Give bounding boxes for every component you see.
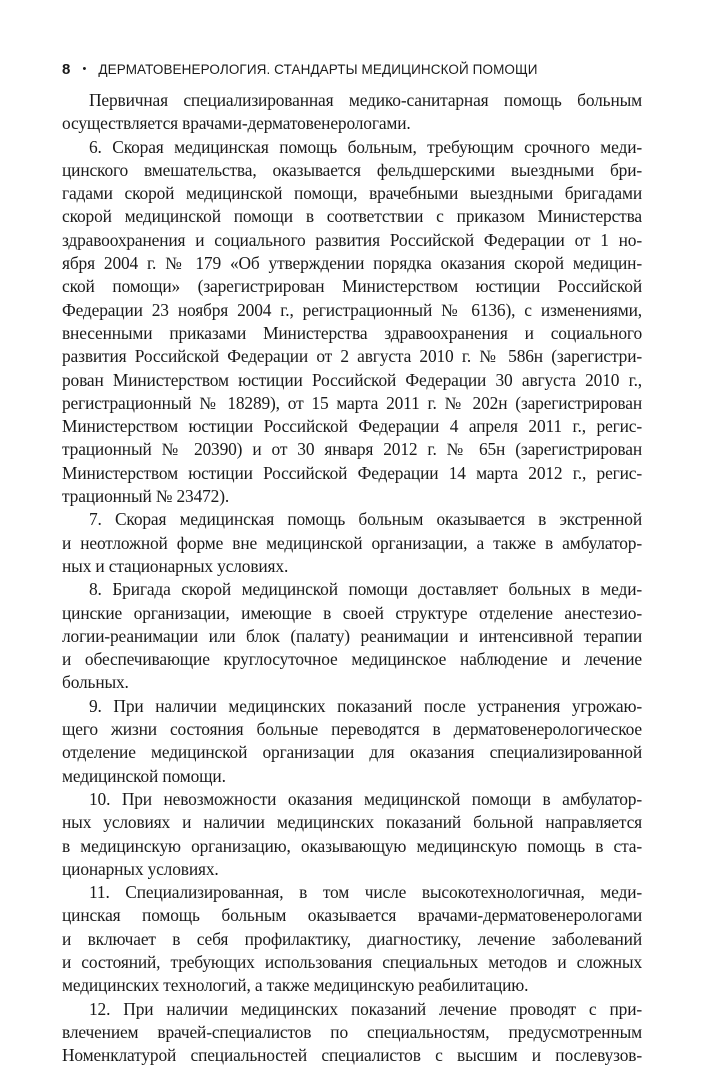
text-line: Номенклатурой специальностей специалистов с высшим и послевузов-: [62, 1045, 642, 1066]
text-line: ных условиях и наличии медицинских показаний больной направляется: [62, 812, 642, 833]
running-header: [62, 58, 664, 80]
text-line: логии-реанимации или блок (палату) реанимации и интенсивной терапии: [62, 625, 642, 646]
text-line: влечением врачей-специалистов по специальностям, предусмотренным: [62, 1021, 642, 1042]
text-line: 9. При наличии медицинских показаний после устранения угрожаю-: [89, 695, 642, 716]
text-line: щего жизни состояния больные переводятся в дерматовенерологическое: [62, 719, 642, 740]
text-line: 7. Скорая медицинская помощь больным оказывается в экстренной: [89, 509, 642, 530]
text-line: Министерством юстиции Российской Федерации 14 марта 2012 г., регис-: [62, 462, 642, 483]
text-line: больных.: [62, 672, 129, 693]
text-line: медицинских технологий, а также медицинскую реабилитацию.: [62, 975, 529, 996]
text-line: цинского вмешательства, оказывается фельдшерскими выездными бри-: [62, 159, 642, 180]
paragraph: [62, 788, 642, 881]
text-line: осуществляется врачами-дерматовенерологами.: [62, 113, 411, 134]
text-line: ных и стационарных условиях.: [62, 555, 289, 576]
text-line: и неотложной форме вне медицинской организации, а также в амбулатор-: [62, 532, 642, 553]
paragraph: [62, 578, 642, 694]
text-line: в медицинскую организацию, оказывающую медицинскую помощь в ста-: [62, 835, 642, 856]
paragraph: [62, 136, 642, 509]
text-line: отделение медицинской организации для оказания специализированной: [62, 742, 642, 763]
text-line: Федерации 23 ноября 2004 г., регистрационный № 6136), с изменениями,: [62, 299, 642, 320]
body-text: [62, 89, 642, 1067]
page-number: 8: [62, 60, 71, 78]
text-line: ской помощи» (зарегистрирован Министерством юстиции Российской: [62, 276, 642, 297]
text-line: рован Министерством юстиции Российской Федерации 30 августа 2010 г.,: [62, 369, 642, 390]
text-line: трационный № 20390) и от 30 января 2012 г. № 65н (зарегистрирован: [62, 439, 642, 460]
text-line: 11. Специализированная, в том числе высокотехнологичная, меди-: [89, 882, 642, 903]
text-line: 6. Скорая медицинская помощь больным, требующим срочного меди-: [89, 136, 642, 157]
paragraph: [62, 508, 642, 578]
paragraph: [62, 89, 642, 136]
text-line: и состояний, требующих использования специальных методов и сложных: [62, 951, 642, 972]
text-line: ционарных условиях.: [62, 858, 219, 879]
header-bullet: •: [82, 63, 87, 75]
text-line: гадами скорой медицинской помощи, врачебными выездными бригадами: [62, 183, 642, 204]
text-line: медицинской помощи.: [62, 765, 226, 786]
text-line: и обеспечивающие круглосуточное медицинское наблюдение и лечение: [62, 649, 642, 670]
text-line: развития Российской Федерации от 2 августа 2010 г. № 586н (зарегистри-: [62, 346, 642, 367]
text-line: 12. При наличии медицинских показаний лечение проводят с при-: [89, 998, 642, 1019]
text-line: трационный № 23472).: [62, 486, 230, 507]
text-line: здравоохранения и социального развития Российской Федерации от 1 но-: [62, 229, 642, 250]
text-line: 8. Бригада скорой медицинской помощи доставляет больных в меди-: [89, 579, 642, 600]
text-line: цинская помощь больным оказывается врачами-дерматовенерологами: [62, 905, 642, 926]
text-line: цинские организации, имеющие в своей структуре отделение анестезио-: [62, 602, 642, 623]
text-line: и включает в себя профилактику, диагностику, лечение заболеваний: [62, 928, 642, 949]
paragraph: [62, 881, 642, 997]
paragraph: [62, 998, 642, 1067]
text-line: ября 2004 г. № 179 «Об утверждении порядка оказания скорой медицин-: [62, 253, 642, 274]
text-line: регистрационный № 18289), от 15 марта 2011 г. № 202н (зарегистрирован: [62, 392, 642, 413]
text-line: Первичная специализированная медико-санитарная помощь больным: [89, 90, 642, 110]
text-line: Министерством юстиции Российской Федерации 4 апреля 2011 г., регис-: [62, 416, 642, 437]
paragraph: [62, 695, 642, 788]
text-line: скорой медицинской помощи в соответствии с приказом Министерства: [62, 206, 642, 227]
text-line: внесенными приказами Министерства здравоохранения и социального: [62, 322, 642, 343]
running-title: ДЕРМАТОВЕНЕРОЛОГИЯ. СТАНДАРТЫ МЕДИЦИНСКОЙ ПОМОЩИ: [98, 61, 538, 77]
text-line: 10. При невозможности оказания медицинской помощи в амбулатор-: [89, 788, 642, 809]
